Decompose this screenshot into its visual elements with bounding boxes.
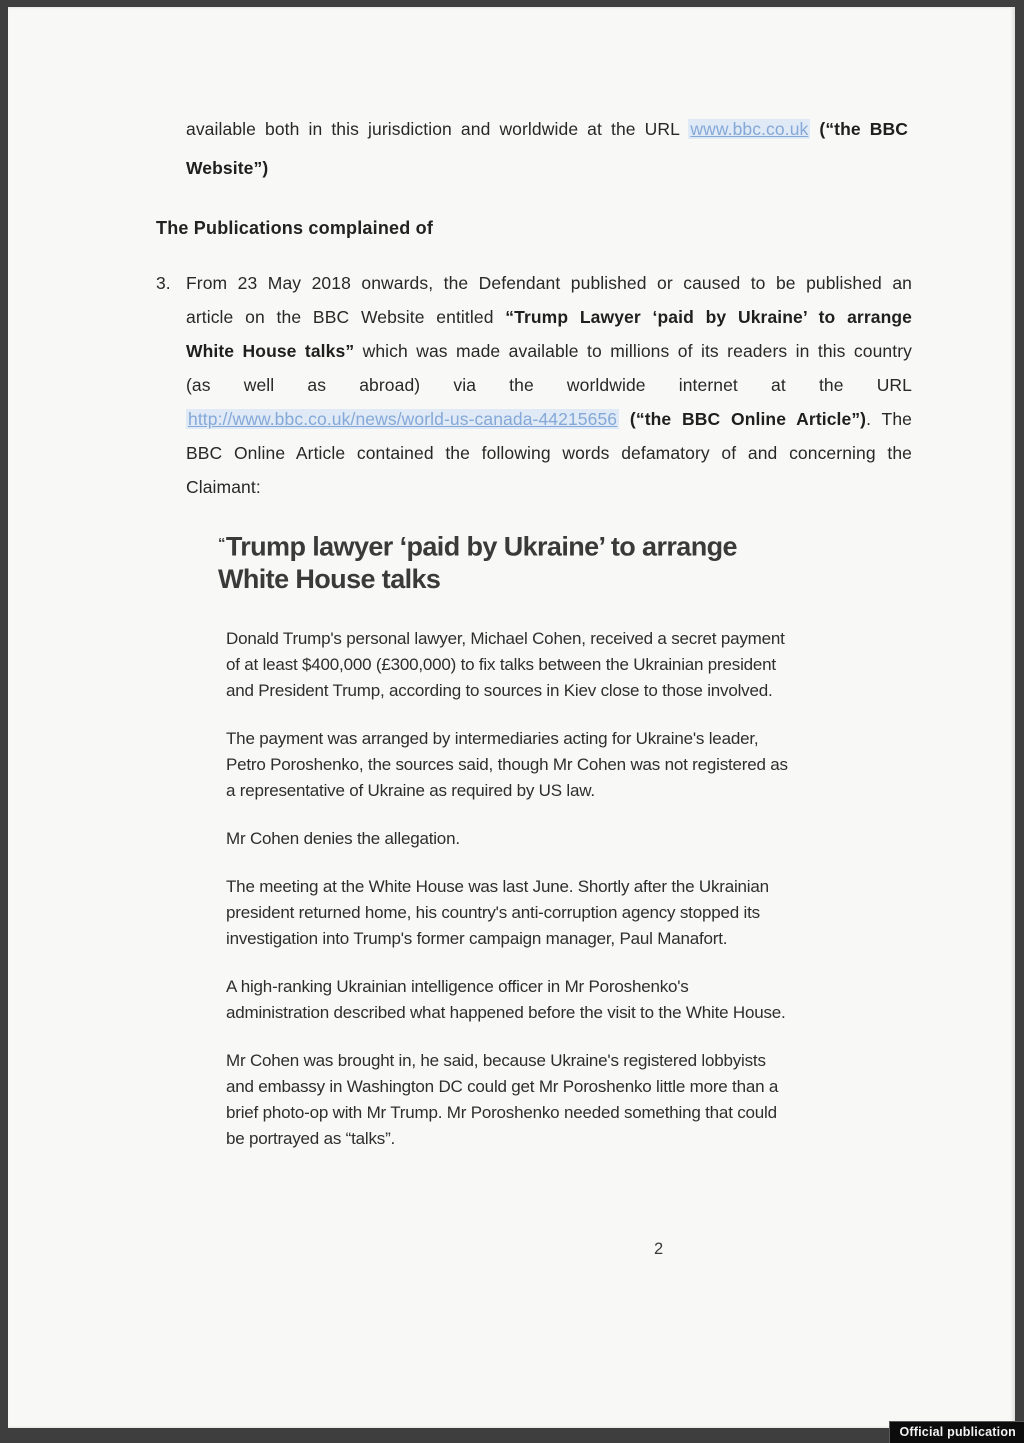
bbc-website-defined-term: (“the BBC Website”)	[186, 119, 908, 178]
para3-text-2: which was made available to millions of its readers in this country (as well as abroad) via the worldwide internet at the URL	[186, 341, 912, 395]
article-paragraph: A high-ranking Ukrainian intelligence officer in Mr Poroshenko's administration described what happened before the visit to the White House.	[226, 977, 786, 1023]
paragraph-3-number: 3.	[156, 273, 171, 293]
paragraph-3-body	[186, 266, 912, 504]
intro-paragraph	[186, 110, 908, 188]
quoted-article-body	[226, 626, 796, 1152]
para3-text-1: From 23 May 2018 onwards, the Defendant published or caused to be published an article on the BBC Website entitled	[186, 273, 912, 327]
paragraph-3	[156, 266, 1015, 504]
quoted-article-block	[218, 528, 818, 1152]
page-number: 2	[654, 1240, 664, 1259]
headline-text: Trump lawyer ‘paid by Ukraine’ to arrange White House talks	[218, 531, 737, 595]
article-paragraph: Mr Cohen denies the allegation.	[226, 829, 460, 849]
section-heading: The Publications complained of	[156, 218, 434, 238]
quoted-article-headline	[218, 528, 813, 596]
opening-quote-mark: “	[218, 536, 225, 552]
bbc-website-link[interactable]: www.bbc.co.uk	[690, 119, 809, 139]
official-publication-badge: Official publication	[889, 1421, 1024, 1443]
page-content	[8, 7, 1015, 1259]
bbc-online-article-defined-term: (“the BBC Online Article”)	[629, 409, 867, 429]
intro-text-1: available both in this jurisdiction and worldwide at the URL	[186, 119, 689, 139]
bbc-article-link[interactable]: http://www.bbc.co.uk/news/world-us-canada-44215656	[188, 409, 618, 429]
para3-text-4: . The BBC Online Article contained the following words defamatory of and concerning the Claimant:	[186, 409, 912, 497]
para3-text-3	[619, 409, 630, 429]
article-paragraph: The payment was arranged by intermediaries acting for Ukraine's leader, Petro Poroshenko, the sources said, though Mr Cohen was not registered as a representative of Ukraine as required by US law.	[226, 729, 788, 801]
article-paragraph: Mr Cohen was brought in, he said, because Ukraine's registered lobbyists and embassy in Washington DC could get Mr Poroshenko little more than a brief photo-op with Mr Trump. Mr Poroshenko needed something that could be portrayed as “talks”.	[226, 1051, 779, 1149]
document-page	[8, 7, 1015, 1428]
article-title-bold: “Trump Lawyer ‘paid by Ukraine’ to arrange White House talks”	[186, 307, 912, 361]
article-paragraph: Donald Trump's personal lawyer, Michael Cohen, received a secret payment of at least $400,000 (£300,000) to fix talks between the Ukrainian president and President Trump, according to sources in Kiev close to those involved.	[226, 629, 785, 701]
article-paragraph: The meeting at the White House was last June. Shortly after the Ukrainian president returned home, his country's anti-corruption agency stopped its investigation into Trump's former campaign manager, Paul Manafort.	[226, 877, 769, 949]
